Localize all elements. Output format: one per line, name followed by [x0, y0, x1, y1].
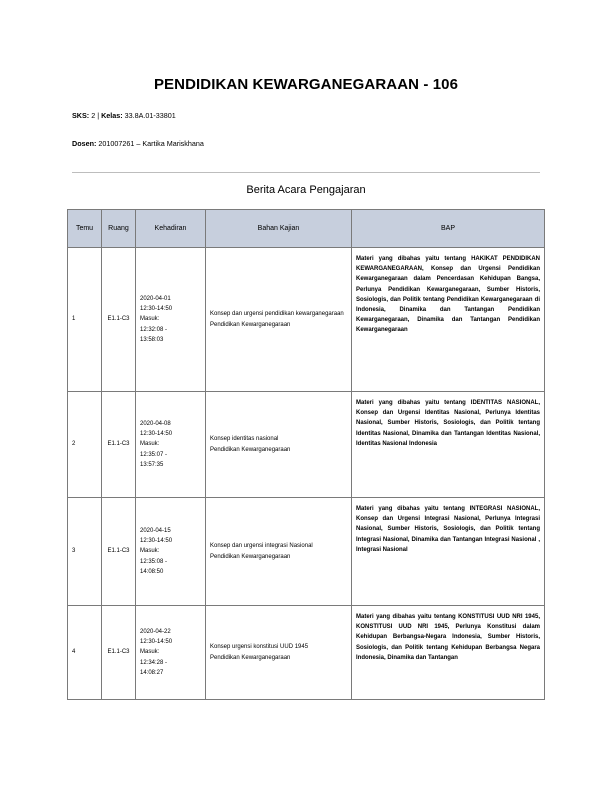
bahan-kajian-topic: Konsep dan urgensi pendidikan kewarganegaraan: [210, 311, 344, 318]
kehadiran-date: 2020-04-01: [140, 295, 171, 302]
kehadiran-in-time: 12:35:07 -: [140, 451, 168, 458]
kehadiran-in-time: 12:35:08 -: [140, 558, 168, 565]
kehadiran-cell: [136, 392, 206, 498]
kehadiran-out-time: 13:58:03: [140, 336, 164, 343]
divider: [72, 172, 540, 173]
kehadiran-slot: 12:30-14:50: [140, 639, 173, 646]
kehadiran-slot: 12:30-14:50: [140, 538, 173, 545]
temu-cell: 1: [68, 248, 102, 392]
kehadiran-masuk-label: Masuk:: [140, 548, 160, 555]
kehadiran-date: 2020-04-08: [140, 420, 171, 427]
kehadiran-out-time: 13:57:35: [140, 461, 164, 468]
bahan-kajian-course: Pendidikan Kewarganegaraan: [210, 553, 291, 560]
kehadiran-cell: [136, 606, 206, 700]
bap-cell: Materi yang dibahas yaitu tentang KONSTITUSI UUD NRI 1945, KONSTITUSI UUD NRI 1945, Perlunya Konstitusi dalam Kehidupan Berbangsa-Negara Indonesia, Sumber Historis, Sosiologis, dan Politik tentang Kehidupan Berbangsa Negara Indonesia, Dinamika dan Tantangan: [352, 606, 545, 700]
kelas-label: Kelas:: [101, 111, 123, 120]
bap-cell: Materi yang dibahas yaitu tentang HAKIKAT PENDIDIKAN KEWARGANEGARAAN, Konsep dan Urgensi Pendidikan Kewarganegaraan dalam Pencerdasan Kehidupan Bangsa, Perlunya Pendidikan Kewarganegaraan, Sumber Historis, Sosiologis, dan Politik tentang Pendidikan Kewarganegaraan di Indonesia, Dinamika dan Tantangan Pendidikan Kewarganegaraan, Dinamika dan Tantangan Pendidikan Kewarganegaraan: [352, 248, 545, 392]
kelas-value: 33.8A.01-33801: [124, 111, 176, 120]
sks-label: SKS:: [72, 111, 90, 120]
meta-separator: |: [97, 111, 102, 120]
bahan-kajian-cell: [206, 606, 352, 700]
table-row: [68, 392, 545, 498]
bahan-kajian-topic: Konsep urgensi konstitusi UUD 1945: [210, 644, 309, 651]
dosen-label: Dosen:: [72, 139, 97, 148]
kehadiran-date: 2020-04-15: [140, 527, 171, 534]
bahan-kajian-cell: [206, 498, 352, 606]
bap-cell: Materi yang dibahas yaitu tentang IDENTITAS NASIONAL, Konsep dan Urgensi Identitas Nasional, Perlunya Identitas Nasional, Sumber Historis, Sosiologis, dan Politik tentang Identitas Nasional, Dinamika dan Tantangan Identitas Nasional, Identitas Nasional Indonesia: [352, 392, 545, 498]
kehadiran-cell: [136, 498, 206, 606]
dosen-value: 201007261 – Kartika Mariskhana: [98, 139, 204, 148]
kehadiran-in-time: 12:34:28 -: [140, 659, 168, 666]
kehadiran-slot: 12:30-14:50: [140, 306, 173, 313]
column-header-bap: BAP: [352, 210, 545, 248]
table-row: [68, 606, 545, 700]
kehadiran-cell: [136, 248, 206, 392]
column-header-bahan-kajian: Bahan Kajian: [206, 210, 352, 248]
ruang-cell: E1.1-C3: [102, 606, 136, 700]
course-title: PENDIDIKAN KEWARGANEGARAAN - 106: [153, 76, 459, 93]
table-row: [68, 498, 545, 606]
bahan-kajian-course: Pendidikan Kewarganegaraan: [210, 321, 291, 328]
kehadiran-date: 2020-04-22: [140, 628, 171, 635]
column-header-kehadiran: Kehadiran: [136, 210, 206, 248]
temu-cell: 2: [68, 392, 102, 498]
temu-cell: 3: [68, 498, 102, 606]
kehadiran-in-time: 12:32:08 -: [140, 326, 168, 333]
column-header-temu: Temu: [68, 210, 102, 248]
bahan-kajian-course: Pendidikan Kewarganegaraan: [210, 446, 291, 453]
sks-value: 2: [91, 111, 96, 120]
bahan-kajian-topic: Konsep identitas nasional: [210, 436, 279, 443]
ruang-cell: E1.1-C3: [102, 248, 136, 392]
column-header-ruang: Ruang: [102, 210, 136, 248]
kehadiran-out-time: 14:08:27: [140, 669, 164, 676]
kehadiran-masuk-label: Masuk:: [140, 316, 160, 323]
course-meta: [72, 111, 176, 120]
bap-cell: Materi yang dibahas yaitu tentang INTEGRASI NASIONAL, Konsep dan Urgensi Integrasi Nasional, Perlunya Integrasi Nasional, Sumber Historis, Sosiologis, dan Politik tentang Integrasi Nasional, Dinamika dan Tantangan Integrasi Nasional , Integrasi Nasional: [352, 498, 545, 606]
bahan-kajian-topic: Konsep dan urgensi integrasi Nasional: [210, 543, 313, 550]
table-header-row: [68, 210, 545, 248]
ruang-cell: E1.1-C3: [102, 498, 136, 606]
table-row: [68, 248, 545, 392]
kehadiran-masuk-label: Masuk:: [140, 649, 160, 656]
section-title: Berita Acara Pengajaran: [246, 184, 366, 196]
kehadiran-slot: 12:30-14:50: [140, 431, 173, 438]
lecturer-meta: [72, 139, 204, 148]
bap-table: [67, 209, 545, 700]
ruang-cell: E1.1-C3: [102, 392, 136, 498]
bahan-kajian-course: Pendidikan Kewarganegaraan: [210, 654, 291, 661]
temu-cell: 4: [68, 606, 102, 700]
bahan-kajian-cell: [206, 248, 352, 392]
bahan-kajian-cell: [206, 392, 352, 498]
kehadiran-masuk-label: Masuk:: [140, 441, 160, 448]
kehadiran-out-time: 14:08:50: [140, 568, 164, 575]
